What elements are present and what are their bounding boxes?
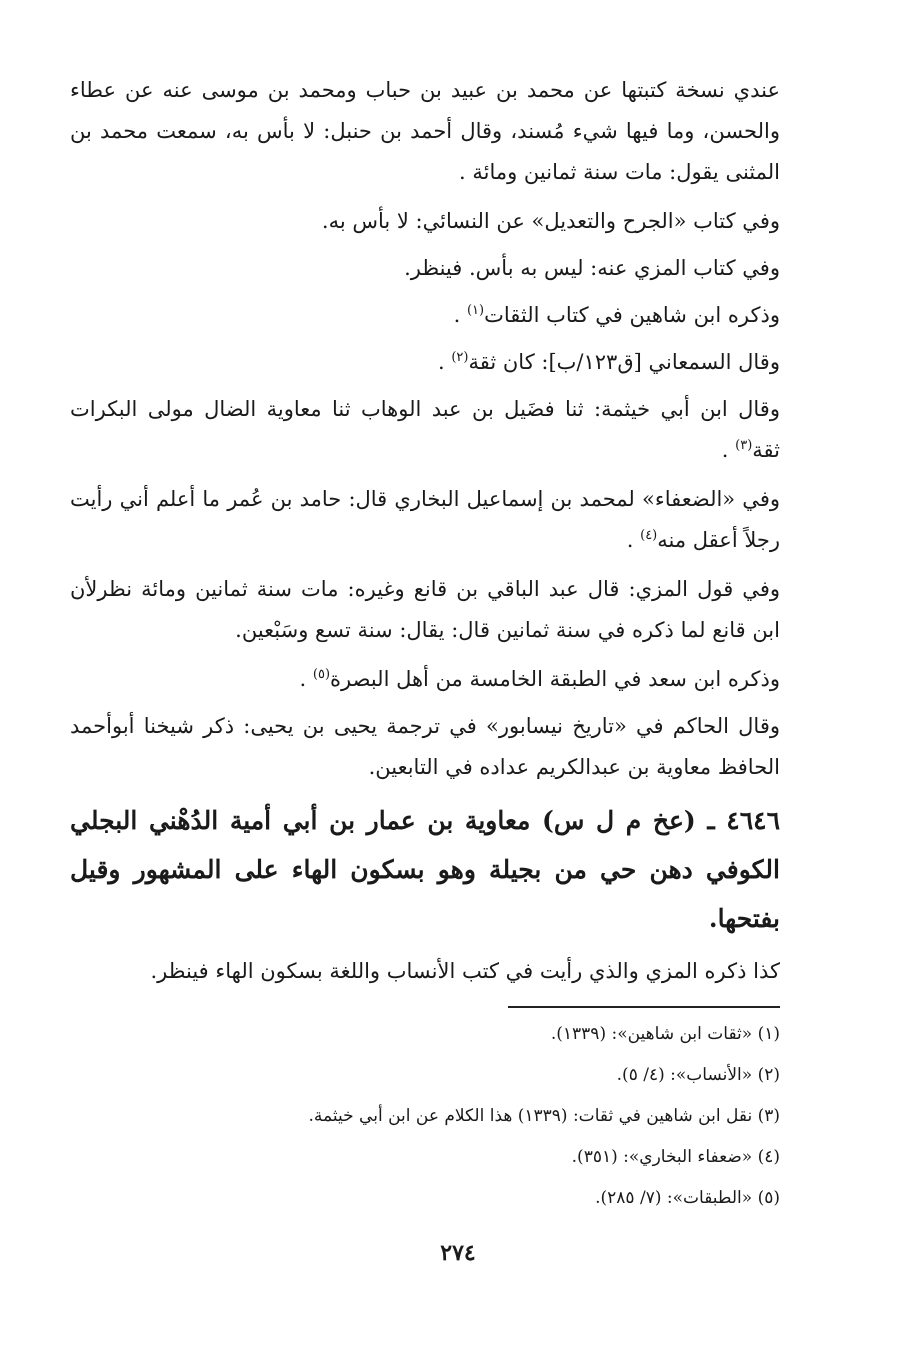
paragraph-1: عندي نسخة كتبتها عن محمد بن عبيد بن حباب ومحمد بن موسى عنه عن عطاء والحسن، وما فيها شيء مُسند، وقال أحمد بن حنبل: لا بأس به، سمعت محمد بن المثنى يقول: مات سنة ثمانين ومائة . [70, 78, 780, 184]
entry-comment: كذا ذكره المزي والذي رأيت في كتب الأنساب واللغة بسكون الهاء فينظر. [150, 959, 780, 983]
footnote-5: (٥) «الطبقات»: (٧/ ٢٨٥). [595, 1188, 780, 1208]
paragraph-6: وقال ابن أبي خيثمة: ثنا فضَيل بن عبد الوهاب ثنا معاوية الضال مولى البكرات ثقة$^{(٣)}$ . [70, 397, 780, 462]
footnotes [70, 1018, 780, 1214]
footnote-ref-3[interactable]: (٣) [735, 438, 753, 453]
paragraph-8: وفي قول المزي: قال عبد الباقي بن قانع وغيره: مات سنة ثمانين ومائة نظرلأن ابن قانع لما ذكره في سنة ثمانين قال: يقال: سنة تسع وسَبْعين. [70, 577, 780, 642]
page-number: ٢٧٤ [440, 1240, 476, 1266]
footnote-ref-2[interactable]: (٢) [451, 350, 469, 365]
paragraph-10: وقال الحاكم في «تاريخ نيسابور» في ترجمة يحيى بن يحيى: ذكر شيخنا أبوأحمد الحافظ معاوية بن عبدالكريم عداده في التابعين. [70, 714, 780, 779]
footnote-ref-4[interactable]: (٤) [640, 528, 658, 543]
footnote-2: (٢) «الأنساب»: (٤/ ٥). [616, 1065, 780, 1085]
footnote-4: (٤) «ضعفاء البخاري»: (٣٥١). [571, 1147, 780, 1167]
footnote-divider [508, 1006, 780, 1008]
paragraph-3: وفي كتاب المزي عنه: ليس به بأس. فينظر. [404, 256, 780, 280]
paragraph-5: وقال السمعاني [ق١٢٣/ب]: كان ثقة$^{(٢)}$ . [437, 350, 780, 374]
entry-heading: ٤٦٤٦ ـ (عخ م ل س) معاوية بن عمار بن أبي أمية الدُهْني البجلي الكوفي دهن حي من بجيلة وهو بسكون الهاء على المشهور وقيل بفتحها. [70, 806, 780, 933]
paragraph-2: وفي كتاب «الجرح والتعديل» عن النسائي: لا بأس به. [321, 209, 780, 233]
footnote-1: (١) «ثقات ابن شاهين»: (١٣٣٩). [550, 1024, 780, 1044]
paragraph-4: وذكره ابن شاهين في كتاب الثقات$^{(١)}$ . [453, 303, 780, 327]
footnote-3: (٣) نقل ابن شاهين في ثقات: (١٣٣٩) هذا الكلام عن ابن أبي خيثمة. [308, 1106, 780, 1126]
footnote-ref-1[interactable]: (١) [466, 303, 485, 318]
footnote-ref-5[interactable]: (٥) [312, 667, 331, 682]
paragraph-9: وذكره ابن سعد في الطبقة الخامسة من أهل البصرة$^{(٥)}$ . [299, 667, 780, 691]
paragraph-7: وفي «الضعفاء» لمحمد بن إسماعيل البخاري قال: حامد بن عُمر ما أعلم أني رأيت رجلاً أعقل منه$^{(٤)}$ . [70, 487, 780, 552]
main-text [70, 70, 780, 992]
